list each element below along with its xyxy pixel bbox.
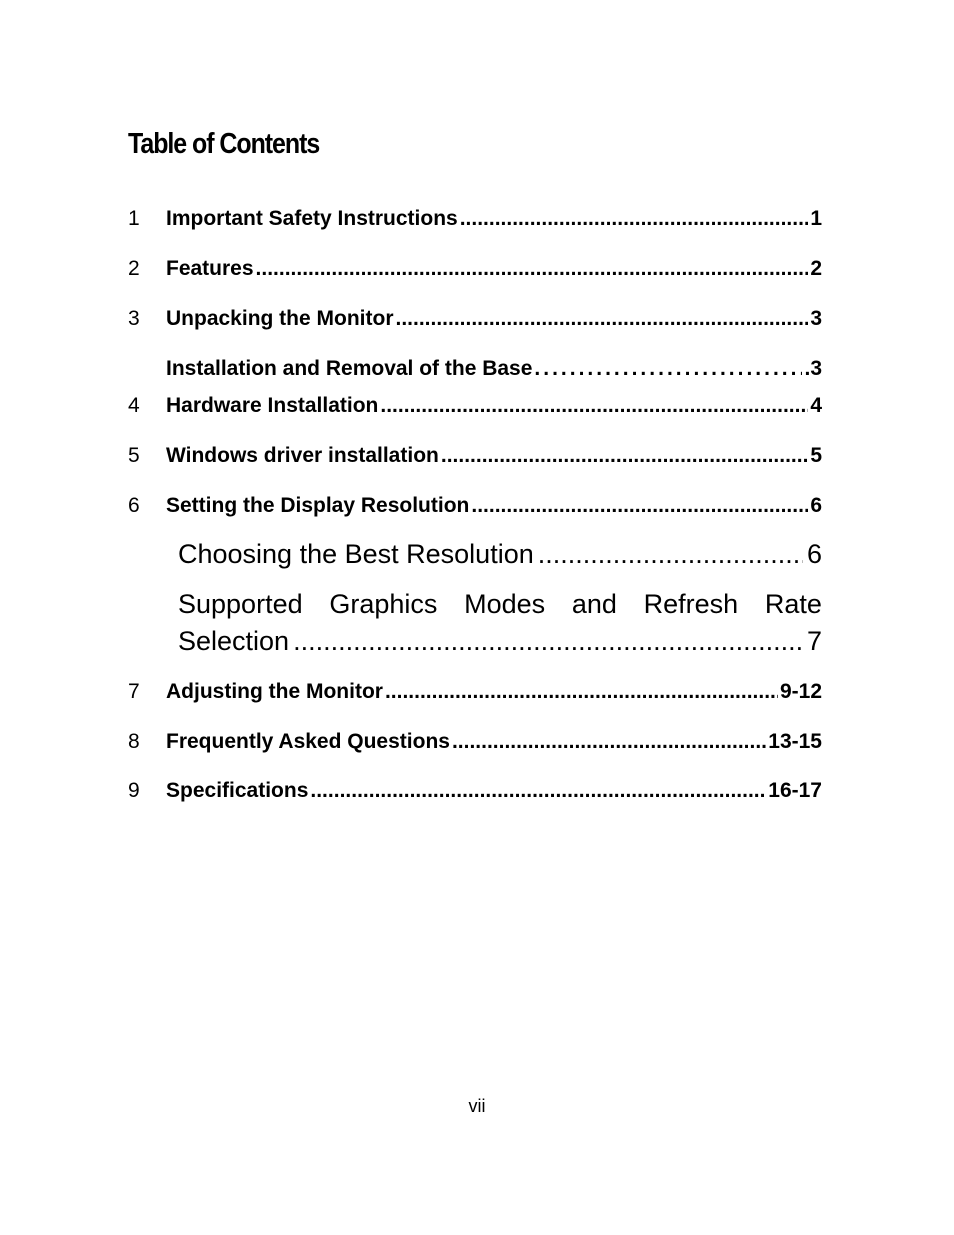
dot-leader [460,205,809,233]
dot-leader [293,623,803,660]
toc-entry-page: 16-17 [768,779,822,802]
toc-entry-number: 8 [128,730,140,753]
toc-entry-label: Important Safety Instructions [166,207,458,230]
toc-entry[interactable] [128,777,822,805]
toc-subentry-word: Graphics [329,589,438,619]
toc-entry[interactable] [128,678,822,706]
toc-entry-page: .3 [804,357,822,380]
page-number: vii [468,1096,486,1116]
toc-entry-number: 3 [128,307,140,330]
dot-leader [396,305,809,333]
toc-entry-page: 4 [810,394,822,417]
toc-entry[interactable] [128,492,822,520]
toc-title: Table of Contents [128,128,320,160]
dot-leader [256,255,809,283]
toc-entry-page: 2 [810,257,822,280]
toc-subentry-page: 6 [806,539,822,569]
toc-entry[interactable] [128,205,822,233]
toc-entry-page: 3 [810,307,822,330]
toc-entry-number: 7 [128,680,140,703]
dot-leader [441,442,808,470]
toc-entry-number: 6 [128,494,140,517]
dot-leader [385,678,778,706]
dot-leader [452,728,766,756]
toc-entry[interactable] [128,392,822,420]
toc-entry-label: Hardware Installation [166,394,379,417]
toc-entry-label: Windows driver installation [166,444,439,467]
toc-subentry-label: Selection [178,626,290,656]
toc-entry-label: Features [166,257,254,280]
toc-entry-label: Specifications [166,779,309,802]
toc-entry-page: 9-12 [779,680,822,703]
toc-entry-label: Setting the Display Resolution [166,494,470,517]
toc-entry-label: Frequently Asked Questions [166,730,450,753]
toc-entry-number: 2 [128,257,140,280]
toc-subentry-word: Refresh [643,589,739,619]
toc-subentry[interactable] [178,586,822,660]
toc-subentry-label-line1 [178,586,822,623]
toc-entry-number: 9 [128,779,140,802]
toc-entry[interactable] [128,442,822,470]
dot-leader [471,492,808,520]
dot-leader [538,536,803,573]
toc-entry-label: Installation and Removal of the Base [166,357,533,380]
toc-entry[interactable] [128,305,822,333]
toc-entry-number: 5 [128,444,140,467]
toc-entry-page: 5 [810,444,822,467]
toc-subentry-word: Supported [178,589,303,619]
toc-entry[interactable] [128,728,822,756]
toc-subentry-word: Rate [764,589,822,619]
toc-entry-label: Unpacking the Monitor [166,307,394,330]
toc-entry-label: Adjusting the Monitor [166,680,383,703]
toc-entry[interactable] [128,355,822,383]
toc-subentry-page: 7 [806,626,822,656]
toc-entry-page: 6 [810,494,822,517]
toc-entry-number: 1 [128,207,140,230]
toc-subentry-label: Choosing the Best Resolution [178,539,534,569]
toc-subentry-word: and [571,589,617,619]
toc-entry-page: 13-15 [768,730,822,753]
toc-subentry-word: Modes [464,589,546,619]
toc-subentry[interactable] [178,536,822,573]
toc-entry-number: 4 [128,394,140,417]
dot-leader [380,392,808,420]
dot-leader [534,355,802,383]
dot-leader [310,777,766,805]
toc-entry-page: 1 [810,207,822,230]
toc-entry[interactable] [128,255,822,283]
